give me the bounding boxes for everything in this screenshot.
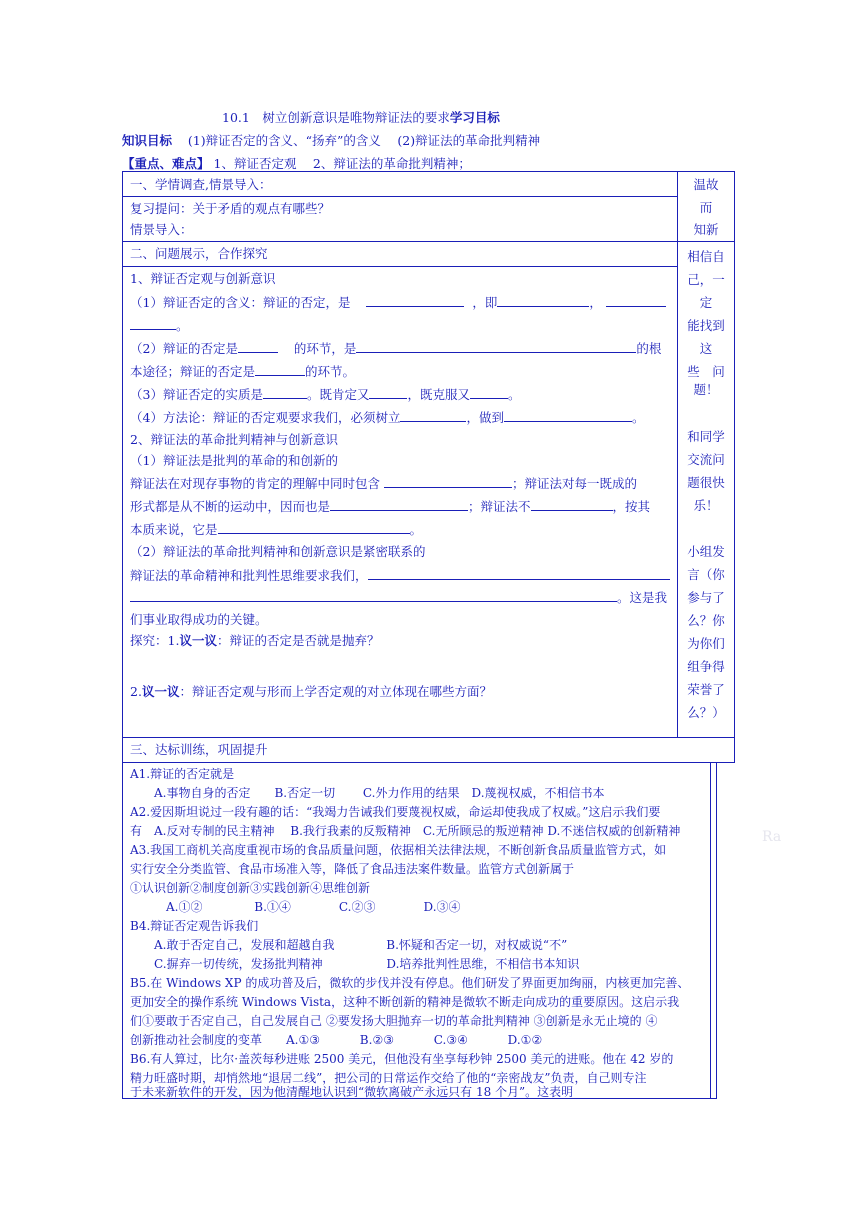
row-divider-3 (122, 266, 678, 267)
blank (356, 340, 636, 353)
explore-2 (130, 684, 492, 700)
side-note-2-line-15: 言（你 (687, 567, 725, 582)
title-text: 10.1 树立创新意识是唯物辩证法的要求 (222, 110, 450, 125)
exercise-line: 于未来新软件的开发，因为他清醒地认识到“微软离破产永远只有 18 个月”。这表明 (130, 1085, 574, 1099)
text: 形式都是从不断的运动中，因而也是 (130, 499, 331, 514)
text: 2. (130, 684, 142, 699)
exercise-line: A.敢于否定自己，发展和超越自我 B.怀疑和否定一切，对权威说“不” (130, 938, 568, 952)
section2-title: 二、问题展示，合作探究 (130, 246, 268, 261)
text: 辩证法在对现存事物的肯定的理解中同时包含 (130, 476, 381, 491)
exercise-line: ①认识创新②制度创新③实践创新④思维创新 (130, 881, 371, 895)
side-note-2-line-17: 么？你 (687, 613, 725, 628)
key-label: 【重点、难点】 (122, 156, 210, 171)
exercise-line: A1.辩证的否定就是 (130, 767, 235, 781)
side-note-2-line-3: 定 (699, 295, 713, 310)
text: 。 (631, 410, 645, 425)
blank (470, 386, 508, 399)
blank (218, 521, 410, 534)
exercise-line: B4.辩证否定观告诉我们 (130, 919, 259, 933)
exercise-line: C.摒弃一切传统，发扬批判精神 D.培养批判性思维，不相信书本知识 (130, 957, 580, 971)
side-note-2-line-11: 题很快 (687, 475, 725, 490)
blank (384, 475, 512, 488)
blank (366, 294, 464, 307)
q1-line-2 (130, 317, 189, 334)
side-column-divider (677, 171, 678, 737)
faint-watermark: Ra (762, 829, 782, 845)
title-suffix: 学习目标 (449, 110, 500, 125)
row-divider-4 (122, 737, 734, 738)
text: 本途径；辩证的否定是 (130, 364, 256, 379)
r-line-3 (130, 498, 650, 515)
text: ，既克服又 (407, 387, 470, 402)
text: 议一议 (179, 633, 217, 648)
exercise-line: 创新推动社会制度的变革 A.①③ B.②③ C.③④ D.①② (130, 1033, 543, 1047)
blank (263, 386, 307, 399)
side-note-2-line-14: 小组发 (687, 544, 725, 559)
side-note-1-line-2: 而 (699, 200, 713, 215)
text: 。这是我 (617, 590, 668, 605)
text: ， (589, 295, 602, 310)
exercise-line: B6.有人算过，比尔·盖茨每秒进账 2500 美元，但他没有坐享每秒钟 2500 美元的进账。他在 42 岁的 (130, 1052, 674, 1066)
r-line-2 (130, 475, 637, 492)
q3-line (130, 386, 521, 403)
text: ；辩证法不 (468, 499, 531, 514)
s-line-2 (130, 567, 670, 584)
side-note-2-line-16: 参与了 (687, 590, 725, 605)
subheading-2: 2、辩证法的革命批判精神与创新意识 (130, 432, 338, 447)
row-divider-5 (122, 762, 734, 763)
text: 的环节，是 (293, 341, 357, 356)
exercise-line: B5.在 Windows XP 的成功普及后，微软的步伐并没有停息。他们研发了界面更加绚丽，内核更加完善、 (130, 976, 690, 990)
section3-title: 三、达标训练，巩固提升 (130, 742, 268, 757)
side-note-1-line-1: 温故 (693, 177, 719, 192)
exercise-line: A3.我国工商机关高度重视市场的食品质量问题，依据相关法律法规，不断创新食品质量监管方式，如 (130, 843, 667, 857)
blank (130, 317, 176, 330)
s-line-4: 们事业取得成功的关键。 (130, 612, 268, 627)
q2-line-2 (130, 363, 355, 380)
key-text: 1、辩证否定观 2、辩证法的革命批判精神； (213, 156, 471, 171)
side-note-2-line-10: 交流问 (687, 452, 725, 467)
text: ，按其 (612, 499, 651, 514)
text: 辩证法的革命精神和批判性思维要求我们， (130, 568, 368, 583)
blank (368, 567, 670, 580)
exercise-line: 有 A.反对专制的民主精神 B.我行我素的反叛精神 C.无所顾忌的叛逆精神 D.不迷信权威的创新精神 (130, 824, 681, 838)
explore-1 (130, 633, 379, 649)
q1-line-1 (130, 294, 666, 311)
side-note-2-line-18: 为你们 (687, 636, 725, 651)
exercise-line: 精力旺盛时期，却悄然地“退居二线”，把公司的日常运作交给了他的“亲密战友”负责，自己则专注 (130, 1071, 647, 1085)
s-line-3 (130, 589, 667, 606)
blank (497, 294, 589, 307)
text: （3）辩证否定的实质是 (130, 387, 263, 402)
text: ，做到 (466, 410, 504, 425)
exercise-line: A.①② B.①④ C.②③ D.③④ (130, 900, 461, 914)
text: 。 (409, 522, 423, 537)
side-note-2-line-2: 己，一 (687, 272, 725, 287)
text: 的根 (636, 341, 662, 356)
blank (255, 363, 305, 376)
table-left-border (122, 171, 123, 1099)
side-note-1-line-3: 知新 (693, 222, 719, 237)
page-title (222, 108, 500, 126)
text: ：辩证的否定是否就是抛弃？ (216, 633, 380, 648)
exercise-line: 更加安全的操作系统 Windows Vista，这种不断创新的精神是微软不断走向成功的重要原因。这启示我 (130, 995, 680, 1009)
q4-line (130, 409, 645, 426)
side-note-2-line-7: 题！ (693, 382, 719, 397)
r-line-4 (130, 521, 422, 538)
exercise-right-border (716, 762, 717, 1099)
text: （1）辩证否定的含义：辩证的否定，是 (130, 295, 351, 310)
blank (400, 409, 466, 422)
text: ，即 (472, 295, 498, 310)
exercise-inner-right (710, 762, 711, 1099)
text: ；辩证法对每一既成的 (512, 476, 638, 491)
side-note-2-line-9: 和同学 (687, 429, 725, 444)
side-note-2-line-4: 能找到 (687, 318, 725, 333)
key-points (122, 154, 471, 172)
side-note-2-line-6: 些 问 (687, 364, 725, 379)
text: 探究：1. (130, 633, 180, 648)
table-right-border (734, 171, 735, 763)
text: ：辩证否定观与形而上学否定观的对立体现在哪些方面？ (179, 684, 492, 699)
knowledge-goal (122, 131, 540, 149)
goal-text: (1)辩证否定的含义、“扬弃”的含义 (2)辩证法的革命批判精神 (187, 133, 541, 148)
row-divider-2 (122, 241, 734, 242)
text: （2）辩证的否定是 (130, 341, 238, 356)
table-top-border (122, 171, 734, 172)
text: 。 (176, 318, 189, 333)
scene-intro: 情景导入： (130, 222, 193, 237)
text: 的环节。 (305, 364, 356, 379)
side-note-2-line-12: 乐！ (693, 498, 719, 513)
blank (238, 340, 278, 353)
blank (504, 409, 632, 422)
side-note-2-line-1: 相信自 (687, 249, 725, 264)
subheading-1: 1、辩证否定观与创新意识 (130, 271, 276, 286)
blank (130, 589, 617, 602)
blank (369, 386, 407, 399)
side-note-2-line-5: 这 (699, 341, 713, 356)
goal-label: 知识目标 (122, 133, 173, 148)
r-line-1: （1）辩证法是批判的革命的和创新的 (130, 453, 338, 468)
review-question: 复习提问：关于矛盾的观点有哪些？ (130, 201, 331, 216)
exercise-line: 们①要敢于否定自己，自己发展自己 ②要发扬大胆抛弃一切的革命批判精神 ③创新是永无止境的 ④ (130, 1014, 658, 1028)
blank (606, 294, 666, 307)
text: 。 (508, 387, 521, 402)
side-note-2-line-20: 荣誉了 (687, 682, 725, 697)
text: 议一议 (141, 684, 180, 699)
q2-line-1 (130, 340, 661, 357)
text: 本质来说，它是 (130, 522, 218, 537)
text: 。既肯定又 (306, 387, 370, 402)
text: （4）方法论：辩证的否定观要求我们，必须树立 (130, 410, 401, 425)
exercise-line: 实行安全分类监管、食品市场准入等，降低了食品违法案件数量。监管方式创新属于 (130, 862, 575, 876)
section1-title: 一、学情调查,情景导入： (130, 177, 272, 192)
s-line-1: （2）辩证法的革命批判精神和创新意识是紧密联系的 (130, 544, 426, 559)
side-note-2-line-19: 组争得 (687, 659, 725, 674)
exercise-line: A.事物自身的否定 B.否定一切 C.外力作用的结果 D.蔑视权威，不相信书本 (130, 786, 605, 800)
row-divider-1 (122, 196, 678, 197)
side-note-2-line-21: 么？） (687, 705, 725, 720)
blank (531, 498, 613, 511)
blank (330, 498, 468, 511)
exercise-line: A2.爱因斯坦说过一段有趣的话：“我竭力告诫我们要蔑视权威，命运却使我成了权威。”这启示我们要 (130, 805, 661, 819)
